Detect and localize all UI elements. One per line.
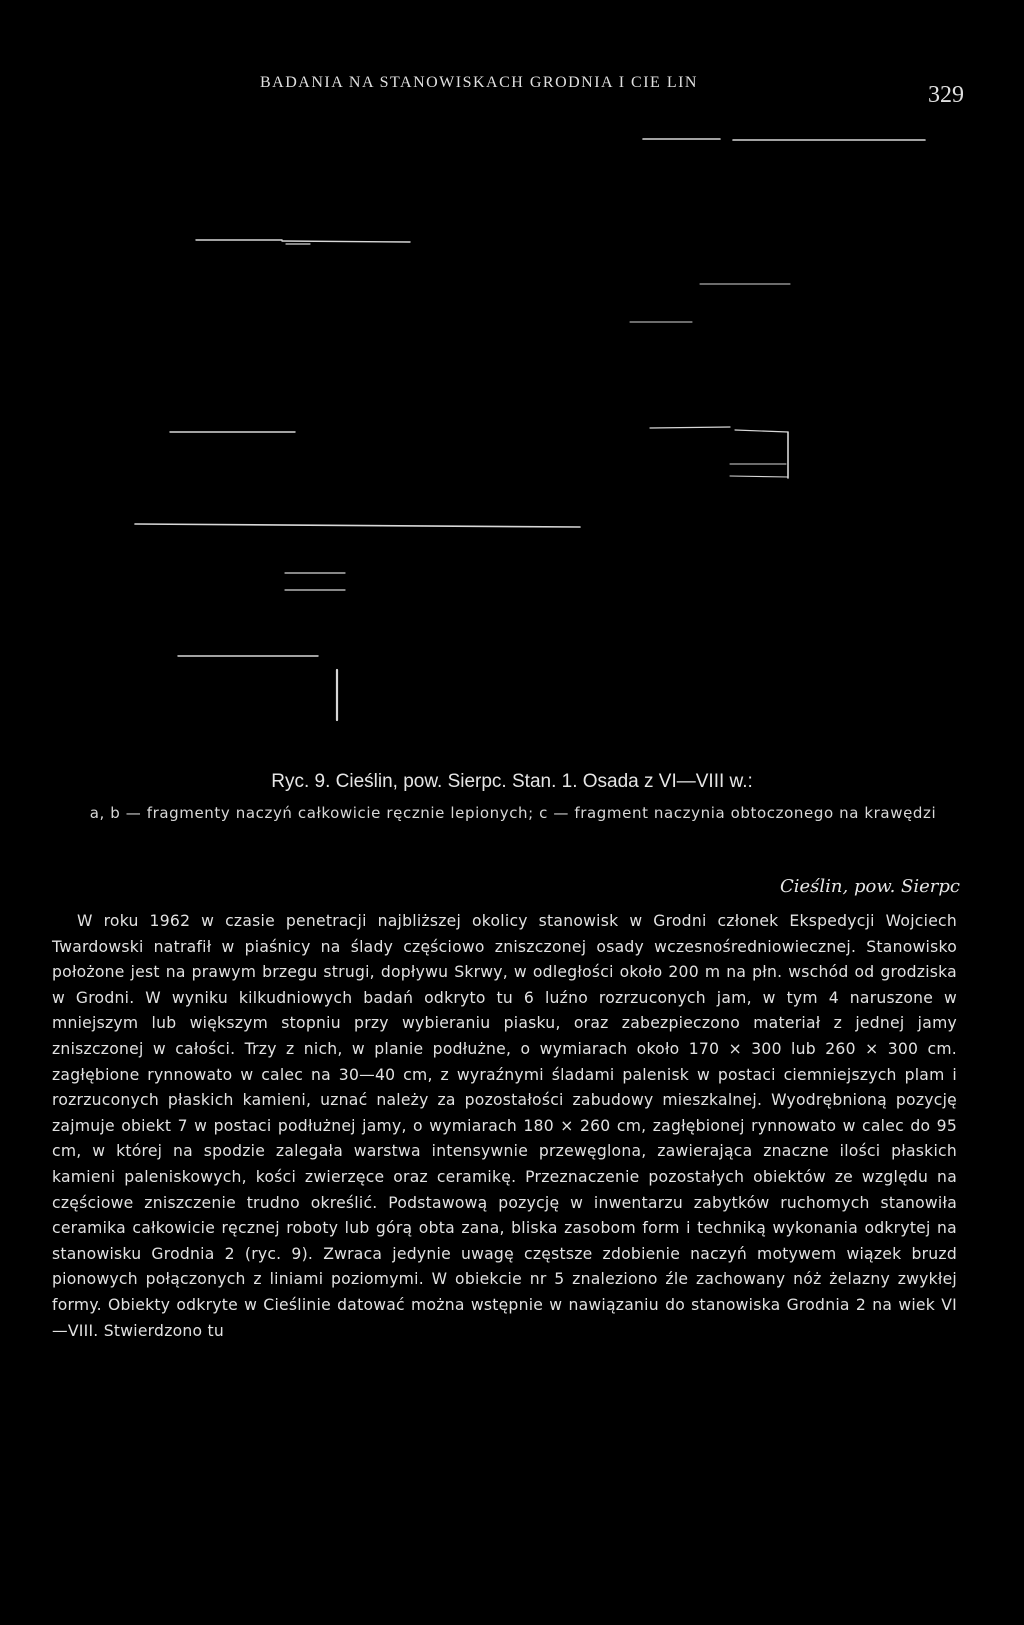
figure-line — [735, 430, 788, 432]
figure-drawing — [0, 120, 1024, 760]
figure-line — [730, 476, 788, 477]
section-title: Cieślin, pow. Sierpc — [780, 876, 960, 897]
figure-pottery-fragments — [0, 120, 1024, 760]
running-head: BADANIA NA STANOWISKACH GRODNIA I CIE LIN — [260, 74, 698, 91]
body-paragraph: W roku 1962 w czasie penetracji najbliższej okolicy stanowisk w Grodni członek Ekspedycji Wojciech Twardowski natrafił w piaśnicy na ślady częściowo zniszczonej osady wczesnośredniowiecznej. Stanowisko położone jest na prawym brzegu strugi, dopływu Skrwy, w odległości około 200 m na płn. wschód od grodziska w Grodni. W wyniku kilkudniowych badań odkryto tu 6 luźno rozrzuconych jam, w tym 4 naruszone w mniejszym lub większym stopniu przy wybieraniu piasku, oraz zabezpieczono materiał z jednej jamy zniszczonej w całości. Trzy z nich, w planie podłużne, o wymiarach około 170 × 300 lub 260 × 300 cm. zagłębione rynnowato w calec na 30—40 cm, z wyraźnymi śladami palenisk w postaci ciemniejszych plam i rozrzuconych płaskich kamieni, uznać należy za pozostałości zabudowy mieszkalnej. Wyodrębnioną pozycję zajmuje obiekt 7 w postaci podłużnej jamy, o wymiarach 180 × 260 cm, zagłębionej rynnowato w calec do 95 cm, w której na spodzie zalegała warstwa intensywnie przewęglona, zawierająca znaczne ilości płaskich kamieni paleniskowych, kości zwierzęce oraz ceramikę. Przeznaczenie pozostałych obiektów ze względu na częściowe zniszczenie trudno określić. Podstawową pozycję w inwentarzu zabytków ruchomych stanowiła ceramika całkowicie ręcznej roboty lub górą obta zana, bliska zasobom form i techniką wykonania odkrytej na stanowisku Grodnia 2 (ryc. 9). Zwraca jedynie uwagę częstsze zdobienie naczyń motywem wiązek bruzd pionowych połączonych z liniami poziomymi. W obiekcie nr 5 znaleziono źle zachowany nóż żelazny zwykłej formy. Obiekty odkryte w Cieślinie datować można wstępnie w nawiązaniu do stanowiska Grodnia 2 na wiek VI—VIII. Stwierdzono tu — [52, 912, 957, 1340]
figure-caption-title: Ryc. 9. Cieślin, pow. Sierpc. Stan. 1. Osada z VI—VIII w.: — [271, 771, 753, 792]
figure-line — [282, 241, 410, 242]
figure-caption-text: a, b — fragmenty naczyń całkowicie ręcznie lepionych; c — fragment naczynia obtoczonego na krawędzi — [89, 804, 937, 822]
figure-line — [650, 427, 730, 428]
figure-line — [135, 524, 580, 527]
page-number: 329 — [928, 82, 964, 108]
